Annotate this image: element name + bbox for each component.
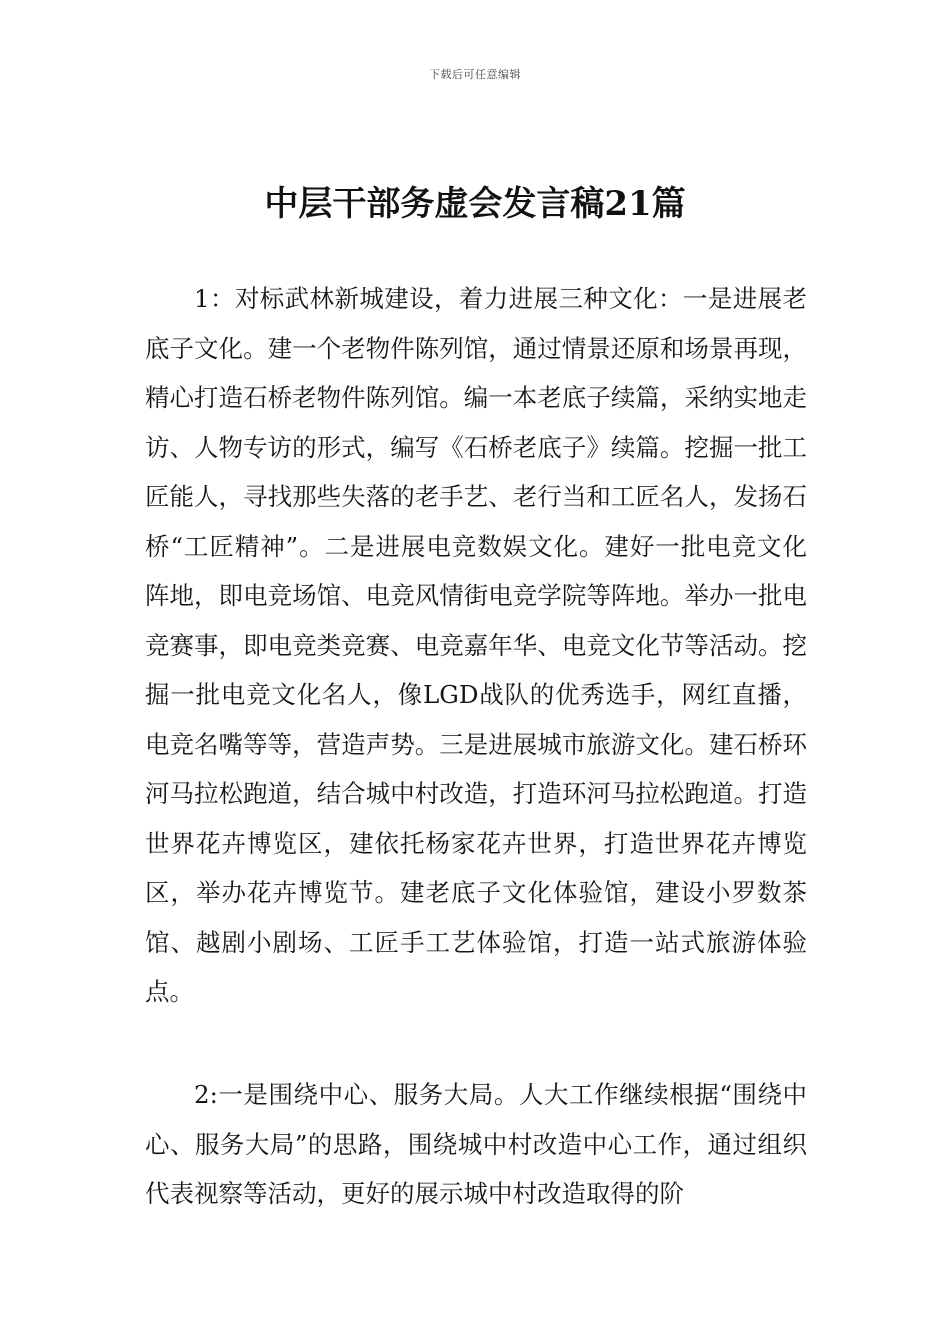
header-note: 下载后可任意编辑 (429, 68, 521, 81)
document-title: 中层干部务虚会发言稿21篇 (264, 184, 686, 224)
paragraph-1: 1：对标武林新城建设，着力进展三种文化：一是进展老底子文化。建一个老物件陈列馆，通过情景还原和场景再现，精心打造石桥老物件陈列馆。编一本老底子续篇，采纳实地走访、人物专访的形式，编写《石桥老底子》续篇。挖掘一批工匠能人，寻找那些失落的老手艺、老行当和工匠名人，发扬石桥“工匠精神”。二是进展电竞数娱文化。建好一批电竞文化阵地，即电竞场馆、电竞风情街电竞学院等阵地。举办一批电竞赛事，即电竞类竞赛、电竞嘉年华、电竞文化节等活动。挖掘一批电竞文化名人，像LGD战队的优秀选手，网红直播，电竞名嘴等等，营造声势。三是进展城市旅游文化。建石桥环河马拉松跑道，结合城中村改造，打造环河马拉松跑道。打造世界花卉博览区，建依托杨家花卉世界，打造世界花卉博览区，举办花卉博览节。建老底子文化体验馆，建设小罗数茶馆、越剧小剧场、工匠手工艺体验馆，打造一站式旅游体验点。 (145, 284, 807, 1006)
paragraph-2: 2:一是围绕中心、服务大局。人大工作继续根据“围绕中心、服务大局”的思路，围绕城中村改造中心工作，通过组织代表视察等活动，更好的展示城中村改造取得的阶 (145, 1080, 807, 1208)
